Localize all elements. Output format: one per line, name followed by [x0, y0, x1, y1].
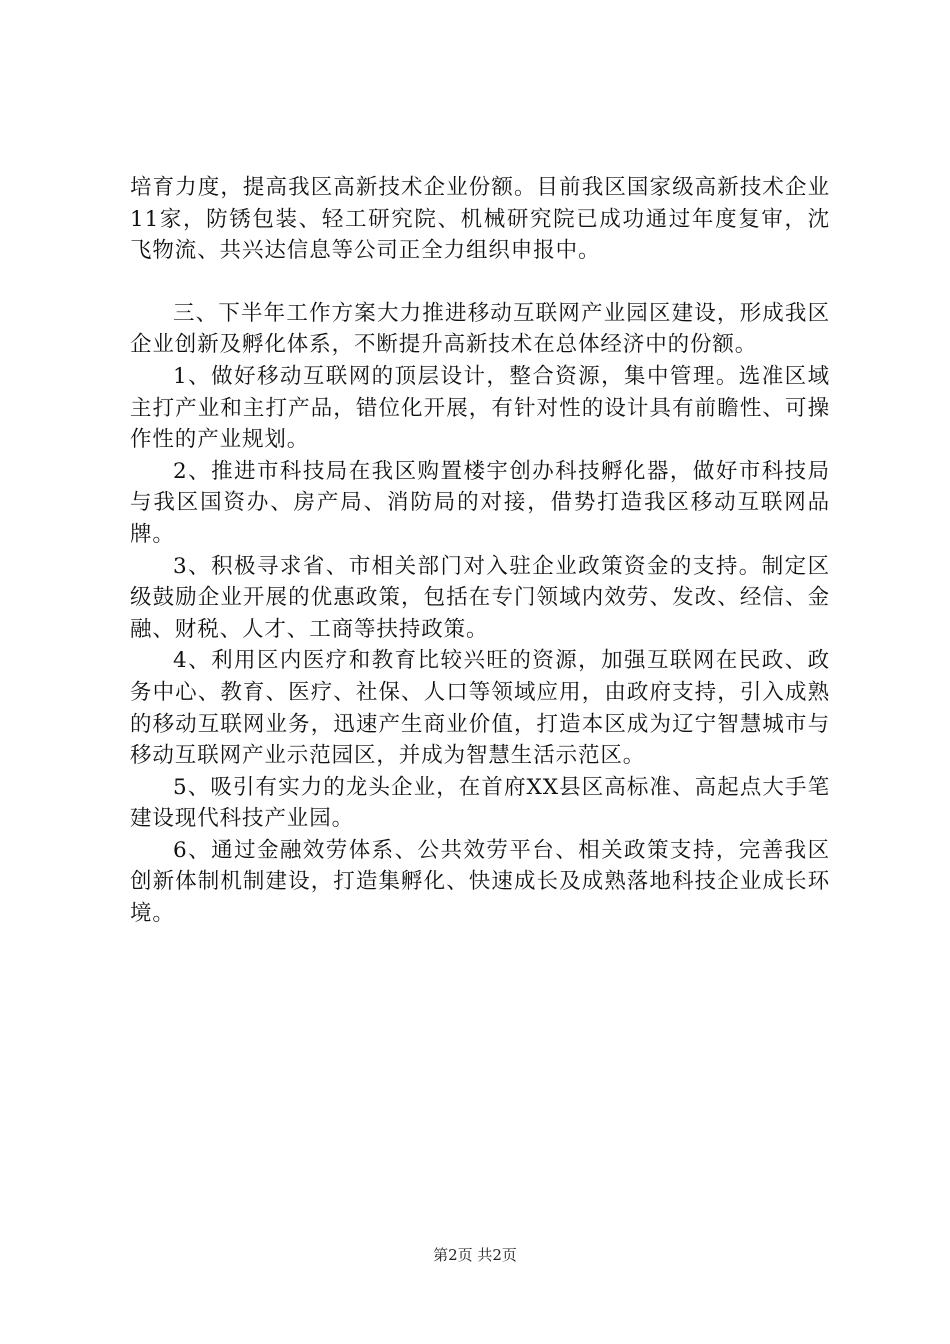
paragraph-item-1: 1、做好移动互联网的顶层设计，整合资源，集中管理。选准区域主打产业和主打产品，错位化开展，有针对性的设计具有前瞻性、可操作性的产业规划。: [130, 363, 830, 453]
paragraph-item-2: 2、推进市科技局在我区购置楼宇创办科技孵化器，做好市科技局与我区国资办、房产局、消防局的对接，借势打造我区移动互联网品牌。: [130, 458, 830, 547]
paragraph-item-4: 4、利用区内医疗和教育比较兴旺的资源，加强互联网在民政、政务中心、教育、医疗、社保、人口等领域应用，由政府支持，引入成熟的移动互联网业务，迅速产生商业价值，打造本区成为辽宁智慧城市与移动互联网产业示范园区，并成为智慧生活示范区。: [130, 648, 830, 769]
paragraph-item-5: 5、吸引有实力的龙头企业，在首府XX县区高标准、高起点大手笔建设现代科技产业园。: [130, 774, 830, 832]
page-number-footer: 第2页 共2页: [433, 1246, 517, 1264]
paragraph-item-3: 3、积极寻求省、市相关部门对入驻企业政策资金的支持。制定区级鼓励企业开展的优惠政策，包括在专门领域内效劳、发改、经信、金融、财税、人才、工商等扶持政策。: [130, 553, 830, 642]
paragraph-section-three: 三、下半年工作方案大力推进移动互联网产业园区建设，形成我区企业创新及孵化体系，不断提升高新技术在总体经济中的份额。: [130, 300, 830, 358]
paragraph-item-6: 6、通过金融效劳体系、公共效劳平台、相关政策支持，完善我区创新体制机制建设，打造集孵化、快速成长及成熟落地科技企业成长环境。: [130, 837, 830, 927]
paragraph-continuation: 培育力度，提高我区高新技术企业份额。目前我区国家级高新技术企业11家，防锈包装、轻工研究院、机械研究院已成功通过年度复审，沈飞物流、共兴达信息等公司正全力组织申报中。: [130, 175, 830, 264]
document-body: [130, 172, 830, 930]
